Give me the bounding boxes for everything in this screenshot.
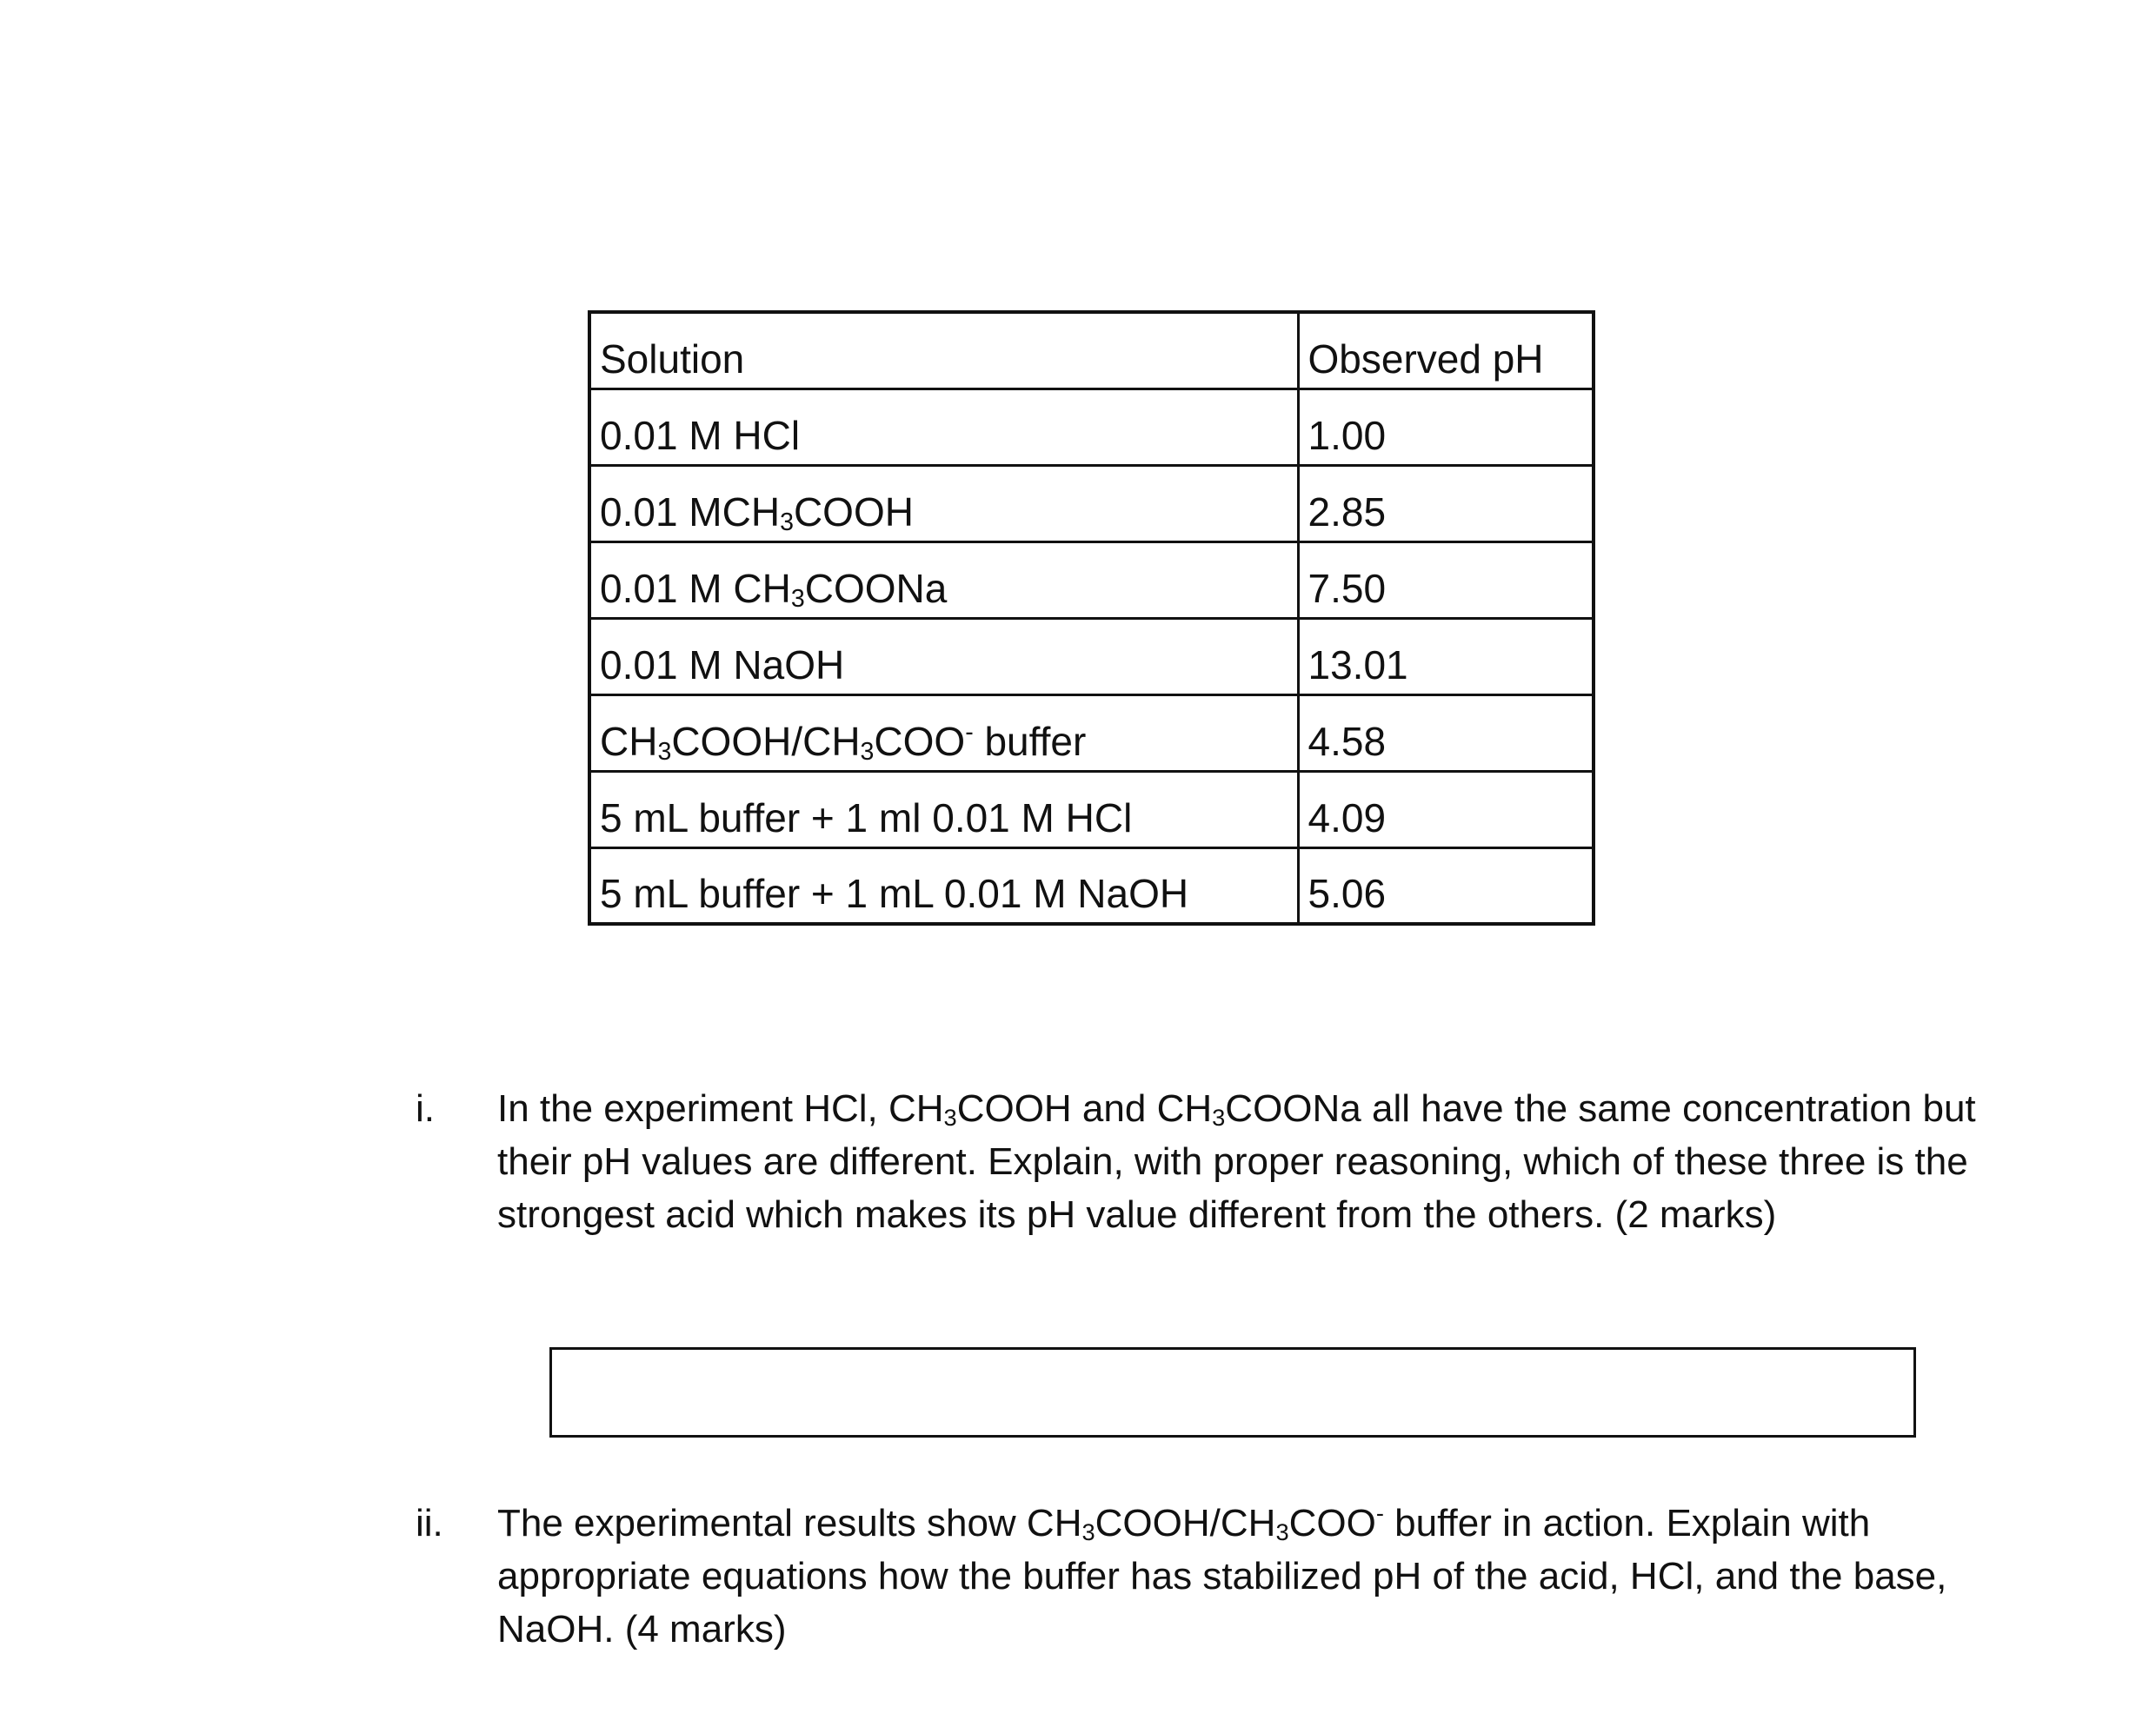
header-observed-ph: Observed pH	[1298, 312, 1594, 389]
table-row	[589, 771, 1594, 847]
ph-cell: 4.58	[1298, 694, 1594, 771]
question-number: i.	[416, 1087, 435, 1130]
table-header-row	[589, 312, 1594, 389]
solution-cell: 0.01 M HCl	[589, 389, 1298, 465]
ph-cell: 2.85	[1298, 465, 1594, 541]
ph-cell: 5.06	[1298, 847, 1594, 924]
ph-cell: 1.00	[1298, 389, 1594, 465]
header-solution: Solution	[589, 312, 1298, 389]
table-row	[589, 694, 1594, 771]
question-text: The experimental results show $CH_3COOH/CH_3COO^-$ buffer in action. Explain with appropriate equations how the buffer has stabilized pH of the acid, HCl, and the base, NaOH. (4 marks)	[497, 1499, 1947, 1651]
question-i	[416, 1082, 1980, 1241]
ph-cell: 4.09	[1298, 771, 1594, 847]
ph-cell: 13.01	[1298, 618, 1594, 694]
table-row	[589, 618, 1594, 694]
answer-box[interactable]	[549, 1347, 1916, 1438]
solution-cell: 0.01 M NaOH	[589, 618, 1298, 694]
table-row	[589, 389, 1594, 465]
table-row	[589, 541, 1594, 618]
question-text: In the experiment HCl, $CH_3COOH$ and $CH_3COONa$ all have the same concentration but their pH values are different. Explain, with proper reasoning, which of these three is the strongest acid which makes its pH value different from the others. (2 marks)	[497, 1087, 1976, 1236]
ph-results-table	[588, 310, 1595, 926]
question-ii	[416, 1497, 1980, 1656]
table-row	[589, 847, 1594, 924]
solution-cell: 0.01 M $CH_3COONa$	[589, 541, 1298, 618]
ph-cell: 7.50	[1298, 541, 1594, 618]
question-number: ii.	[416, 1502, 443, 1544]
solution-cell: 5 mL buffer + 1 ml 0.01 M HCl	[589, 771, 1298, 847]
table-row	[589, 465, 1594, 541]
solution-cell: 5 mL buffer + 1 mL 0.01 M NaOH	[589, 847, 1298, 924]
solution-cell: 0.01 $MCH_3COOH$	[589, 465, 1298, 541]
solution-cell: $CH_3COOH/CH_3COO^-$ buffer	[589, 694, 1298, 771]
